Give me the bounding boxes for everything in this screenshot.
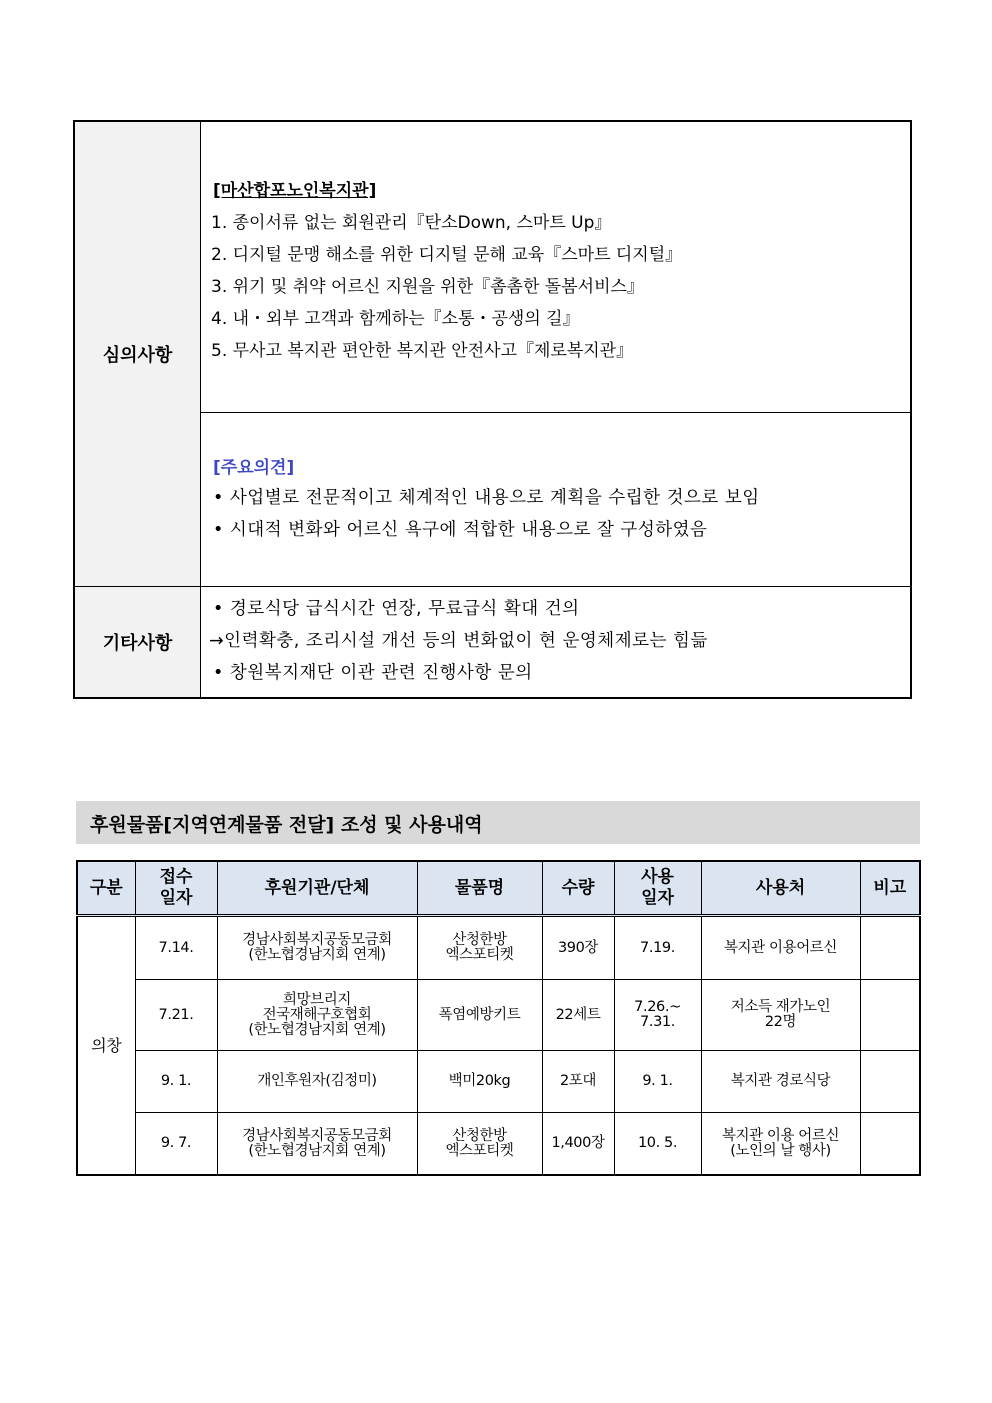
note-cell bbox=[860, 1113, 920, 1176]
agenda-item: 4. 내・외부 고객과 함께하는『소통・공생의 길』 bbox=[211, 309, 580, 329]
section-title: 후원물품[지역연계물품 전달] 조성 및 사용내역 bbox=[90, 814, 483, 836]
note-cell bbox=[860, 916, 920, 980]
agenda-item: 3. 위기 및 취약 어르신 지원을 위한『촘촘한 돌봄서비스』 bbox=[211, 277, 644, 297]
qty-cell: 1,400장 bbox=[542, 1113, 614, 1176]
item-cell: 폭염예방키트 bbox=[417, 980, 542, 1051]
donor-cell: 경남사회복지공동모금회 (한노협경남지회 연계) bbox=[217, 1113, 417, 1176]
header-row bbox=[77, 861, 920, 916]
agenda-item: 2. 디지털 문맹 해소를 위한 디지털 문해 교육『스마트 디지털』 bbox=[211, 245, 683, 265]
item-cell: 산청한방 엑스포티켓 bbox=[417, 916, 542, 980]
agenda-list bbox=[211, 207, 910, 367]
agenda-item: 1. 종이서류 없는 회원관리『탄소Down, 스마트 Up』 bbox=[211, 213, 612, 233]
header-note: 비고 bbox=[860, 861, 920, 916]
opinion-heading: [주요의견] bbox=[213, 458, 295, 478]
opinion-item: • 시대적 변화와 어르신 욕구에 적합한 내용으로 잘 구성하였음 bbox=[213, 520, 708, 540]
user-cell: 복지관 이용 어르신 (노인의 날 행사) bbox=[701, 1113, 860, 1176]
header-qty: 수량 bbox=[542, 861, 614, 916]
donation-table bbox=[76, 860, 921, 1176]
opinion-cell bbox=[201, 413, 912, 587]
header-receive-date: 접수 일자 bbox=[135, 861, 217, 916]
header-user: 사용처 bbox=[701, 861, 860, 916]
donor-cell: 희망브리지 전국재해구호협회 (한노협경남지회 연계) bbox=[217, 980, 417, 1051]
table-row bbox=[77, 1113, 920, 1176]
opinion-item: • 사업별로 전문적이고 체계적인 내용으로 계획을 수립한 것으로 보임 bbox=[213, 488, 760, 508]
note-cell bbox=[860, 980, 920, 1051]
other-cell bbox=[201, 587, 912, 699]
other-list bbox=[209, 593, 910, 689]
donor-cell: 경남사회복지공동모금회 (한노협경남지회 연계) bbox=[217, 916, 417, 980]
table-row bbox=[77, 916, 920, 980]
qty-cell: 2포대 bbox=[542, 1051, 614, 1113]
used-cell: 7.19. bbox=[614, 916, 701, 980]
other-label: 기타사항 bbox=[74, 587, 201, 699]
header-category: 구분 bbox=[77, 861, 135, 916]
table-row bbox=[77, 1051, 920, 1113]
deliberation-items-cell bbox=[201, 121, 912, 413]
header-donor: 후원기관/단체 bbox=[217, 861, 417, 916]
used-cell: 10. 5. bbox=[614, 1113, 701, 1176]
used-cell: 9. 1. bbox=[614, 1051, 701, 1113]
agenda-item: 5. 무사고 복지관 편안한 복지관 안전사고『제로복지관』 bbox=[211, 341, 634, 361]
deliberation-label: 심의사항 bbox=[74, 121, 201, 587]
received-cell: 7.14. bbox=[135, 916, 217, 980]
donor-cell: 개인후원자(김정미) bbox=[217, 1051, 417, 1113]
item-cell: 백미20kg bbox=[417, 1051, 542, 1113]
table-row bbox=[77, 980, 920, 1051]
user-cell: 복지관 이용어르신 bbox=[701, 916, 860, 980]
opinion-list bbox=[213, 482, 910, 546]
received-cell: 9. 7. bbox=[135, 1113, 217, 1176]
org-heading: [마산합포노인복지관] bbox=[213, 181, 377, 201]
qty-cell: 22세트 bbox=[542, 980, 614, 1051]
group-cell: 의창 bbox=[77, 916, 135, 1176]
received-cell: 7.21. bbox=[135, 980, 217, 1051]
received-cell: 9. 1. bbox=[135, 1051, 217, 1113]
deliberation-table bbox=[73, 120, 912, 699]
used-cell: 7.26.~ 7.31. bbox=[614, 980, 701, 1051]
section-heading-bar bbox=[76, 801, 920, 844]
item-cell: 산청한방 엑스포티켓 bbox=[417, 1113, 542, 1176]
user-cell: 복지관 경로식당 bbox=[701, 1051, 860, 1113]
other-item: • 창원복지재단 이관 관련 진행사항 문의 bbox=[213, 663, 533, 683]
header-use-date: 사용 일자 bbox=[614, 861, 701, 916]
header-item: 물품명 bbox=[417, 861, 542, 916]
qty-cell: 390장 bbox=[542, 916, 614, 980]
user-cell: 저소득 재가노인 22명 bbox=[701, 980, 860, 1051]
other-item: →인력확충, 조리시설 개선 등의 변화없이 현 운영체제로는 힘듦 bbox=[209, 631, 708, 651]
note-cell bbox=[860, 1051, 920, 1113]
other-item: • 경로식당 급식시간 연장, 무료급식 확대 건의 bbox=[213, 599, 580, 619]
